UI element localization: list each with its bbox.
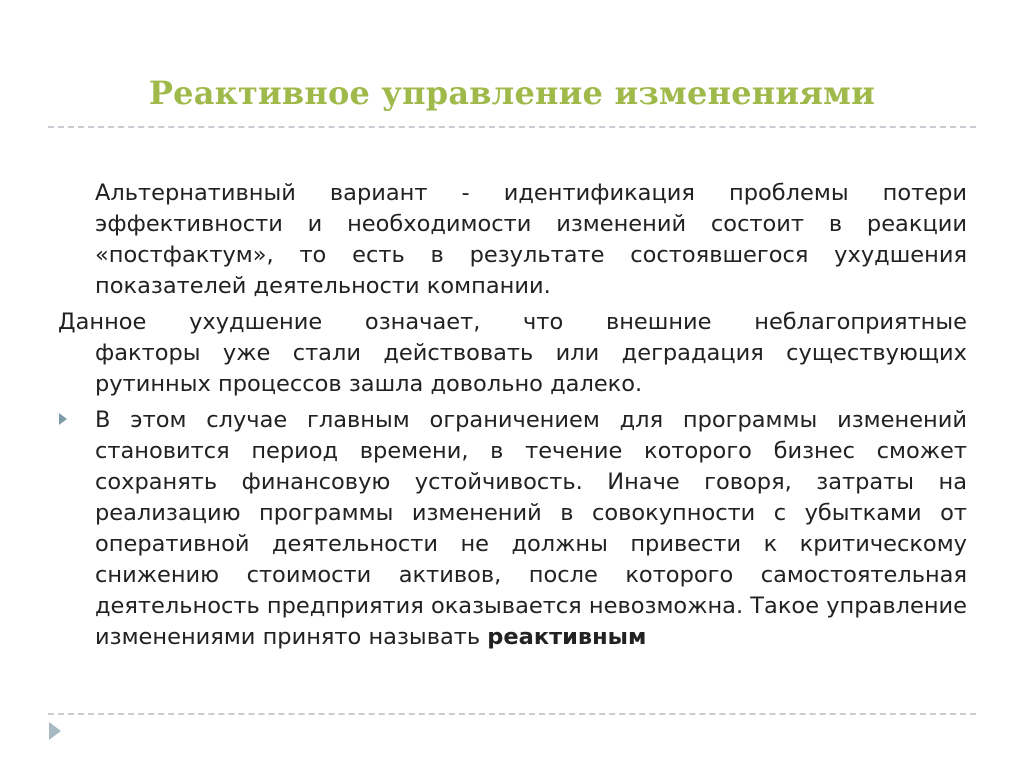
paragraph-3 bbox=[95, 405, 967, 653]
paragraph-3-emphasis: реактивным bbox=[487, 624, 647, 650]
paragraph-2 bbox=[58, 307, 967, 400]
slide-title: Реактивное управление изменениями bbox=[148, 74, 876, 112]
footer-triangle-icon bbox=[49, 722, 61, 740]
paragraph-2-first-line: Данное ухудшение означает, что внешние неблагоприятные bbox=[58, 309, 967, 335]
paragraph-1: Альтернативный вариант - идентификация проблемы потери эффективности и необходимости изменений состоит в реакции «постфактум», то есть в результате состоявшегося ухудшения показателей деятельности компании. bbox=[95, 180, 967, 299]
title-divider bbox=[48, 126, 976, 128]
paragraph-2-rest: факторы уже стали действовать или деградация существующих рутинных процессов зашла довольно далеко. bbox=[95, 340, 967, 397]
bullet-triangle-icon bbox=[59, 413, 67, 425]
paragraph-3-text: В этом случае главным ограничением для программы изменений становится период времени, в течение которого бизнес сможет сохранять финансовую устойчивость. Иначе говоря, затраты на реализацию программы изменений в совокупности с убытками от оперативной деятельности не должны привести к критическому снижению стоимости активов, после которого самостоятельная деятельность предприятия оказывается невозможна. Такое управление изменениями принято называть bbox=[95, 407, 967, 650]
footer-divider bbox=[48, 713, 976, 715]
